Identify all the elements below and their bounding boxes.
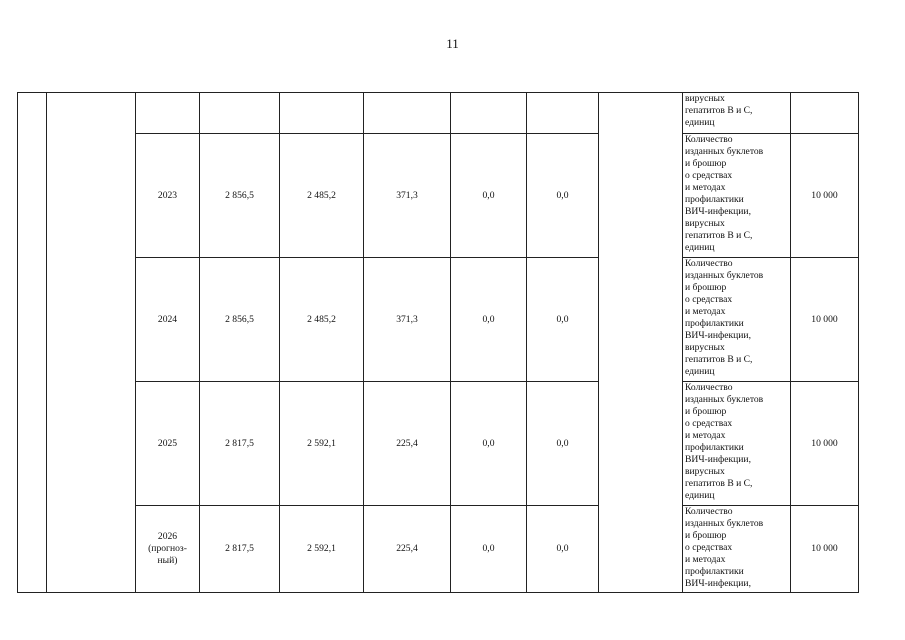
cell-col2: 2 592,1 (280, 382, 364, 506)
cell-col2: 2 485,2 (280, 134, 364, 258)
page-number: 11 (446, 36, 459, 51)
cell-indicator: вирусных гепатитов В и С, единиц (683, 93, 791, 134)
cell-indicator: Количество изданных буклетов и брошюр о средствах и методах профилактики ВИЧ-инфекции, вирусных гепатитов В и С, единиц (683, 134, 791, 258)
cell-total: 2 856,5 (200, 134, 280, 258)
table-row-2025 (18, 382, 859, 506)
cell-col2: 2 592,1 (280, 506, 364, 593)
cell-indicator-value (791, 93, 859, 134)
cell-col5: 0,0 (527, 258, 599, 382)
cell-col3: 225,4 (364, 382, 451, 506)
cell-col4: 0,0 (451, 382, 527, 506)
cell-col4: 0,0 (451, 506, 527, 593)
cell-event-name (47, 93, 136, 593)
cell-indicator: Количество изданных буклетов и брошюр о средствах и методах профилактики ВИЧ-инфекции, вирусных гепатитов В и С, единиц (683, 258, 791, 382)
cell-total (200, 93, 280, 134)
cell-indicator-value: 10 000 (791, 258, 859, 382)
table-row-2023 (18, 134, 859, 258)
table-row-2026 (18, 506, 859, 593)
cell-col3 (364, 93, 451, 134)
cell-indicator-value: 10 000 (791, 134, 859, 258)
cell-col3: 371,3 (364, 134, 451, 258)
cell-responsible (599, 93, 683, 593)
cell-indicator-value: 10 000 (791, 506, 859, 593)
cell-year: 2025 (136, 382, 200, 506)
cell-col5: 0,0 (527, 134, 599, 258)
cell-col4: 0,0 (451, 258, 527, 382)
cell-total: 2 817,5 (200, 382, 280, 506)
cell-col2: 2 485,2 (280, 258, 364, 382)
table-row-fragment (18, 93, 859, 134)
cell-total: 2 817,5 (200, 506, 280, 593)
cell-indicator: Количество изданных буклетов и брошюр о средствах и методах профилактики ВИЧ-инфекции, вирусных гепатитов В и С, единиц (683, 382, 791, 506)
cell-year: 2023 (136, 134, 200, 258)
cell-col5 (527, 93, 599, 134)
table-bottom-border (17, 592, 859, 593)
cell-col5: 0,0 (527, 382, 599, 506)
cell-indicator: Количество изданных буклетов и брошюр о средствах и методах профилактики ВИЧ-инфекции, (683, 506, 791, 593)
table-row-2024 (18, 258, 859, 382)
cell-indicator-value: 10 000 (791, 382, 859, 506)
cell-col4: 0,0 (451, 134, 527, 258)
financing-table (17, 92, 859, 593)
cell-total: 2 856,5 (200, 258, 280, 382)
cell-col3: 225,4 (364, 506, 451, 593)
cell-col4 (451, 93, 527, 134)
cell-year: 2026 (прогноз- ный) (136, 506, 200, 593)
cell-col5: 0,0 (527, 506, 599, 593)
cell-number (18, 93, 47, 593)
cell-col2 (280, 93, 364, 134)
cell-col3: 371,3 (364, 258, 451, 382)
cell-year (136, 93, 200, 134)
cell-year: 2024 (136, 258, 200, 382)
